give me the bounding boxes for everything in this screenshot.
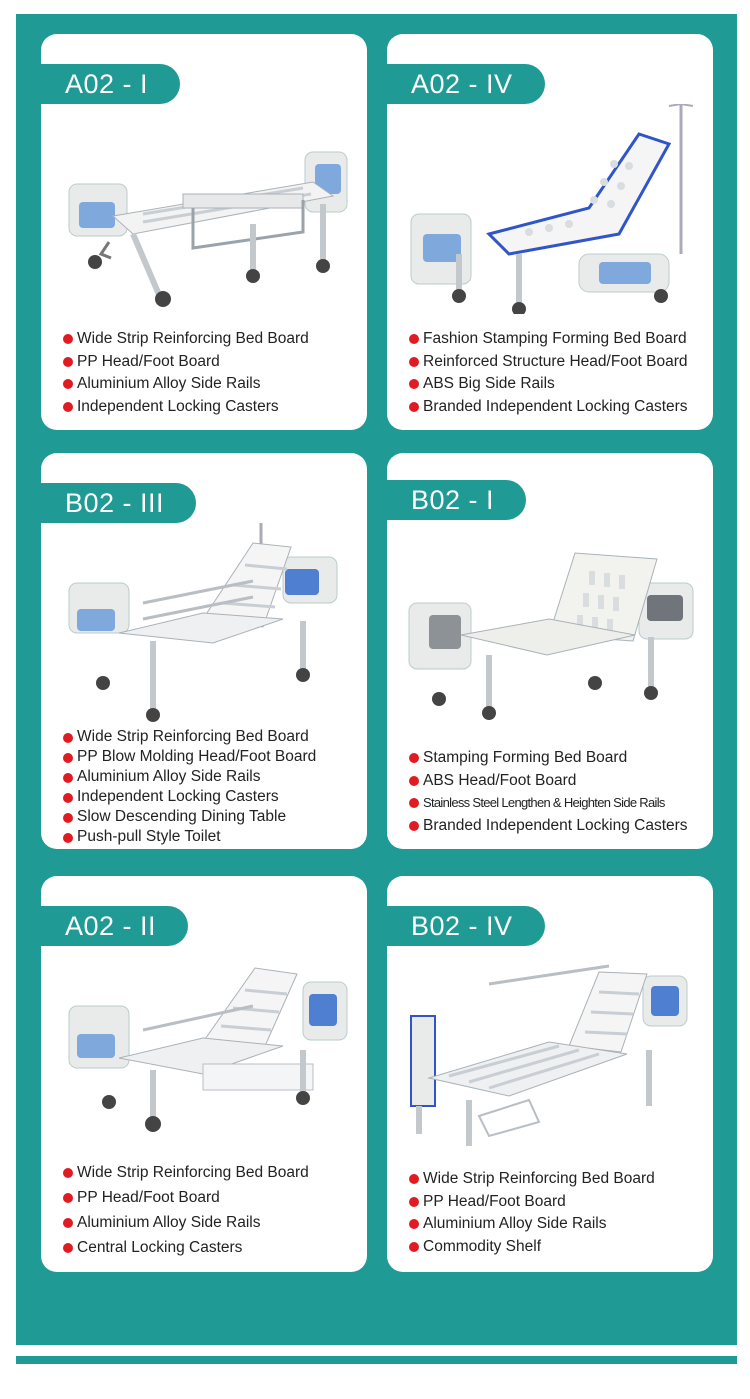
bullet-icon: [63, 379, 73, 389]
bullet-icon: [409, 334, 419, 344]
bullet-icon: [409, 1174, 419, 1184]
model-tag: A02 - II: [41, 906, 188, 946]
feature-item: Push-pull Style Toilet: [63, 827, 361, 847]
feature-list: [63, 1160, 361, 1260]
bullet-icon: [63, 334, 73, 344]
model-tag: A02 - IV: [387, 64, 545, 104]
bullet-icon: [63, 1243, 73, 1253]
feature-item: Stamping Forming Bed Board: [409, 747, 707, 770]
bullet-icon: [63, 402, 73, 412]
feature-item: Wide Strip Reinforcing Bed Board: [63, 1160, 361, 1185]
feature-item: PP Head/Foot Board: [409, 1191, 707, 1214]
bullet-icon: [63, 813, 73, 823]
feature-list: [409, 328, 707, 418]
feature-list: [63, 328, 361, 418]
bullet-icon: [409, 357, 419, 367]
bed-image: [53, 946, 355, 1156]
product-card-b02-iii[interactable]: [41, 453, 367, 849]
feature-item: PP Head/Foot Board: [63, 1185, 361, 1210]
feature-item: ABS Head/Foot Board: [409, 770, 707, 793]
bed-image: [53, 523, 355, 733]
bullet-icon: [63, 357, 73, 367]
bullet-icon: [409, 402, 419, 412]
feature-list: [409, 747, 707, 837]
feature-item: Wide Strip Reinforcing Bed Board: [63, 328, 361, 351]
feature-item: Commodity Shelf: [409, 1236, 707, 1259]
feature-item: Reinforced Structure Head/Foot Board: [409, 351, 707, 374]
model-tag: A02 - I: [41, 64, 180, 104]
feature-list: [63, 727, 361, 847]
model-tag: B02 - I: [387, 480, 526, 520]
bullet-icon: [409, 798, 419, 808]
bullet-icon: [63, 753, 73, 763]
feature-item: Branded Independent Locking Casters: [409, 815, 707, 838]
feature-item: Aluminium Alloy Side Rails: [409, 1213, 707, 1236]
bottom-stripe: [16, 1356, 737, 1364]
feature-list: [409, 1168, 707, 1258]
feature-item: Branded Independent Locking Casters: [409, 396, 707, 419]
bullet-icon: [409, 1219, 419, 1229]
product-card-b02-i[interactable]: [387, 453, 713, 849]
bullet-icon: [63, 1193, 73, 1203]
bullet-icon: [63, 733, 73, 743]
model-tag: B02 - III: [41, 483, 196, 523]
bullet-icon: [409, 821, 419, 831]
bullet-icon: [63, 773, 73, 783]
product-card-a02-iv[interactable]: [387, 34, 713, 430]
bullet-icon: [409, 776, 419, 786]
feature-item: Central Locking Casters: [63, 1235, 361, 1260]
bed-image: [53, 104, 355, 314]
bullet-icon: [63, 1218, 73, 1228]
bullet-icon: [63, 793, 73, 803]
feature-item: Independent Locking Casters: [63, 787, 361, 807]
feature-item: Fashion Stamping Forming Bed Board: [409, 328, 707, 351]
product-card-a02-i[interactable]: [41, 34, 367, 430]
bullet-icon: [409, 379, 419, 389]
product-card-b02-iv[interactable]: [387, 876, 713, 1272]
feature-item: Wide Strip Reinforcing Bed Board: [63, 727, 361, 747]
bullet-icon: [409, 753, 419, 763]
bullet-icon: [63, 833, 73, 843]
bullet-icon: [409, 1242, 419, 1252]
bullet-icon: [409, 1197, 419, 1207]
model-tag: B02 - IV: [387, 906, 545, 946]
feature-item: Independent Locking Casters: [63, 396, 361, 419]
feature-item: Stainless Steel Lengthen & Heighten Side Rails: [409, 792, 707, 815]
bed-image: [399, 946, 701, 1156]
feature-item: Aluminium Alloy Side Rails: [63, 373, 361, 396]
bullet-icon: [63, 1168, 73, 1178]
product-card-a02-ii[interactable]: [41, 876, 367, 1272]
feature-item: Wide Strip Reinforcing Bed Board: [409, 1168, 707, 1191]
feature-item: Aluminium Alloy Side Rails: [63, 1210, 361, 1235]
bed-image: [399, 523, 701, 733]
feature-item: PP Head/Foot Board: [63, 351, 361, 374]
feature-item: PP Blow Molding Head/Foot Board: [63, 747, 361, 767]
feature-item: Aluminium Alloy Side Rails: [63, 767, 361, 787]
bed-image: [399, 104, 701, 314]
feature-item: Slow Descending Dining Table: [63, 807, 361, 827]
feature-item: ABS Big Side Rails: [409, 373, 707, 396]
